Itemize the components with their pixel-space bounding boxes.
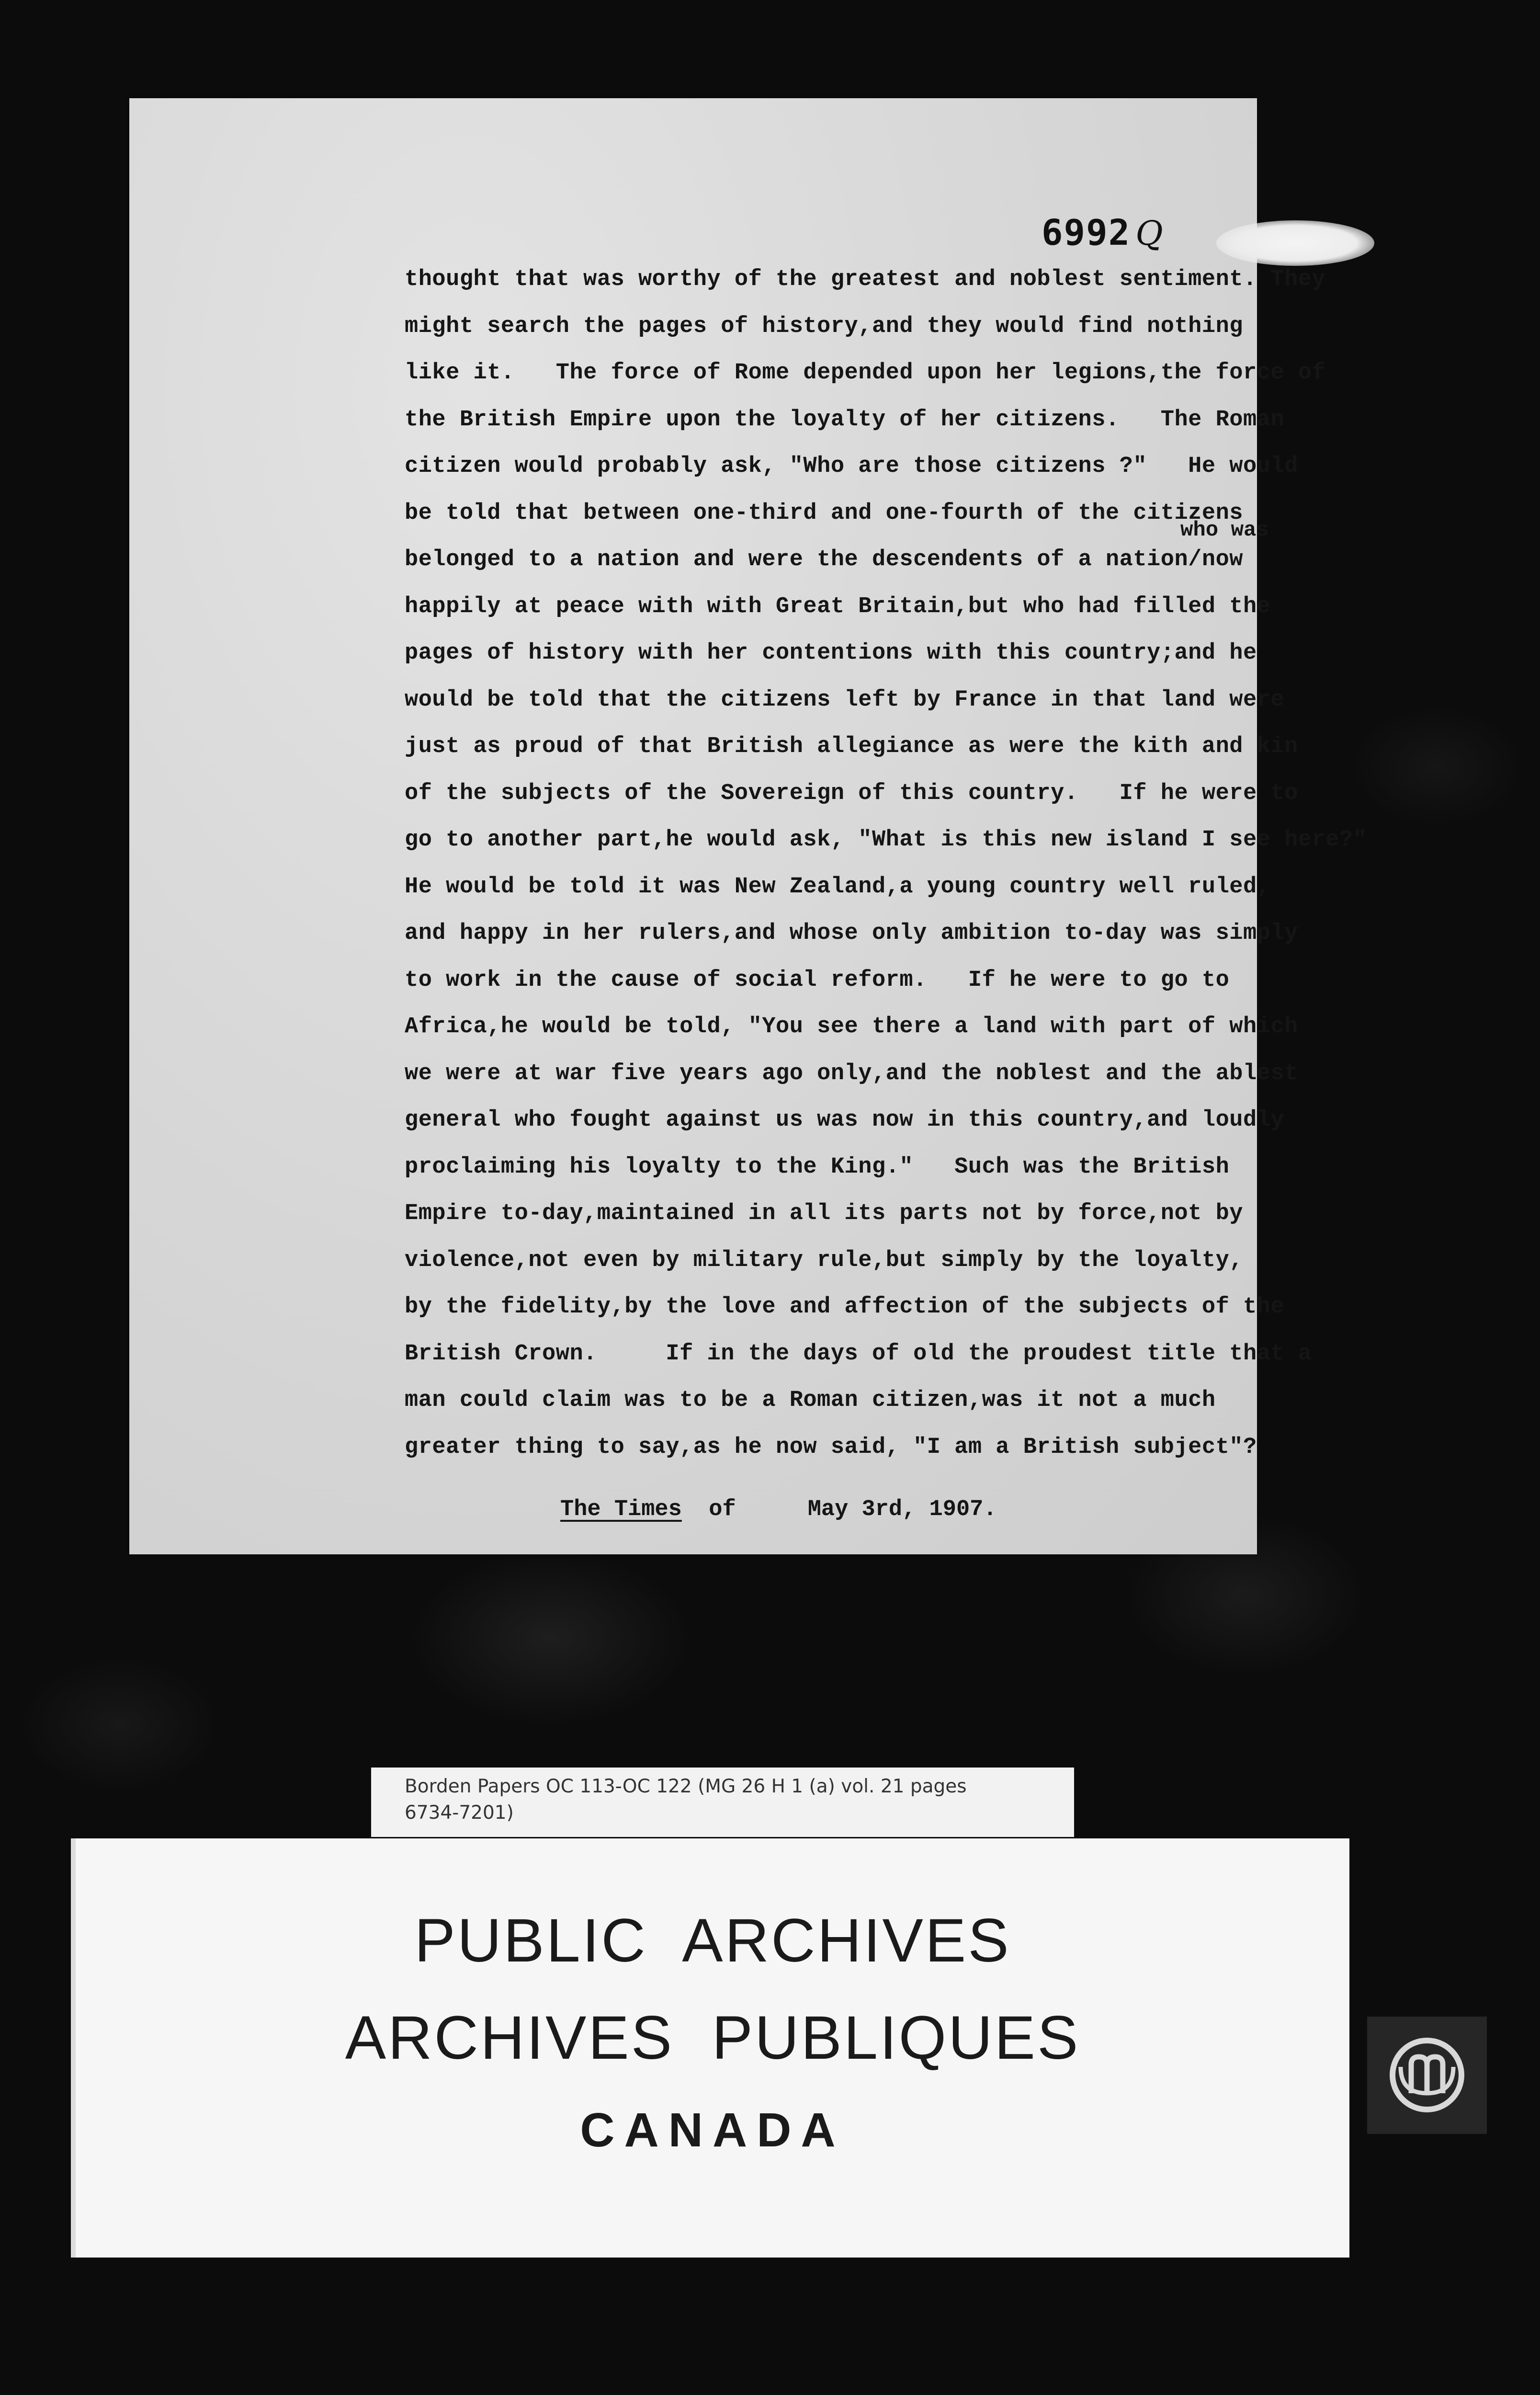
source-title: The Times — [560, 1497, 682, 1522]
text-line: be told that between one-third and one-fourth of the citizens — [405, 500, 1243, 526]
text-line: man could claim was to be a Roman citizen,was it not a much — [405, 1388, 1216, 1413]
archive-card — [71, 1838, 1349, 2258]
public-archives-logo-icon — [1367, 2017, 1487, 2134]
text-line: proclaiming his loyalty to the King." Such was the British — [405, 1154, 1230, 1180]
source-citation — [560, 1497, 997, 1522]
text-line: to work in the cause of social reform. If he were to go to — [405, 967, 1230, 993]
archive-title-en: PUBLIC ARCHIVES — [414, 1906, 1011, 1975]
reference-label — [371, 1768, 1074, 1837]
text-line: general who fought against us was now in this country,and loudly — [405, 1107, 1285, 1133]
page-number — [1042, 212, 1164, 253]
text-line: by the fidelity,by the love and affection of the subjects of the — [405, 1294, 1285, 1320]
text-line: violence,not even by military rule,but simply by the loyalty, — [405, 1247, 1243, 1273]
typed-page — [129, 98, 1367, 1554]
text-line: just as proud of that British allegiance as were the kith and kin — [405, 734, 1298, 759]
reference-line-2: 6734-7201) — [405, 1802, 514, 1824]
interlinear-insert: who was — [1180, 518, 1269, 542]
text-line: and happy in her rulers,and whose only ambition to-day was simply — [405, 921, 1298, 946]
text-line: the British Empire upon the loyalty of her citizens. The Roman — [405, 407, 1285, 433]
text-line: belonged to a nation and were the descendents of a nation/now — [405, 547, 1243, 572]
text-line: like it. The force of Rome depended upon her legions,the force of — [405, 360, 1326, 386]
source-date: May 3rd, 1907. — [807, 1497, 997, 1522]
text-line: pages of history with her contentions with this country;and he — [405, 640, 1257, 666]
text-line: we were at war five years ago only,and the noblest and the ablest — [405, 1061, 1298, 1086]
text-line: Empire to-day,maintained in all its parts not by force,not by — [405, 1201, 1243, 1226]
page-number-value: 6992 — [1042, 212, 1131, 253]
body-text — [405, 256, 1401, 1471]
text-line: British Crown. If in the days of old the proudest title that a — [405, 1341, 1312, 1367]
page-number-mark: Q — [1135, 214, 1164, 253]
archive-title-fr: ARCHIVES PUBLIQUES — [345, 2004, 1080, 2072]
text-line: happily at peace with with Great Britain,but who had filled the — [405, 593, 1271, 619]
text-line: would be told that the citizens left by France in that land were — [405, 687, 1285, 713]
source-connector: of — [709, 1497, 736, 1522]
reference-line-1: Borden Papers OC 113-OC 122 (MG 26 H 1 (a) vol. 21 pages — [405, 1776, 967, 1797]
text-line: of the subjects of the Sovereign of this country. If he were to — [405, 780, 1298, 806]
text-line: Africa,he would be told, "You see there a land with part of which — [405, 1014, 1298, 1039]
text-line: citizen would probably ask, "Who are those citizens ?" He would — [405, 454, 1298, 479]
text-line: might search the pages of history,and they would find nothing — [405, 313, 1243, 339]
archive-country: CANADA — [580, 2103, 845, 2157]
text-line: greater thing to say,as he now said, "I am a British subject"? — [405, 1434, 1257, 1460]
text-line: He would be told it was New Zealand,a young country well ruled, — [405, 874, 1271, 900]
text-line: go to another part,he would ask, "What is this new island I see here?" — [405, 827, 1367, 853]
text-line: thought that was worthy of the greatest and noblest sentiment. They — [405, 267, 1326, 292]
